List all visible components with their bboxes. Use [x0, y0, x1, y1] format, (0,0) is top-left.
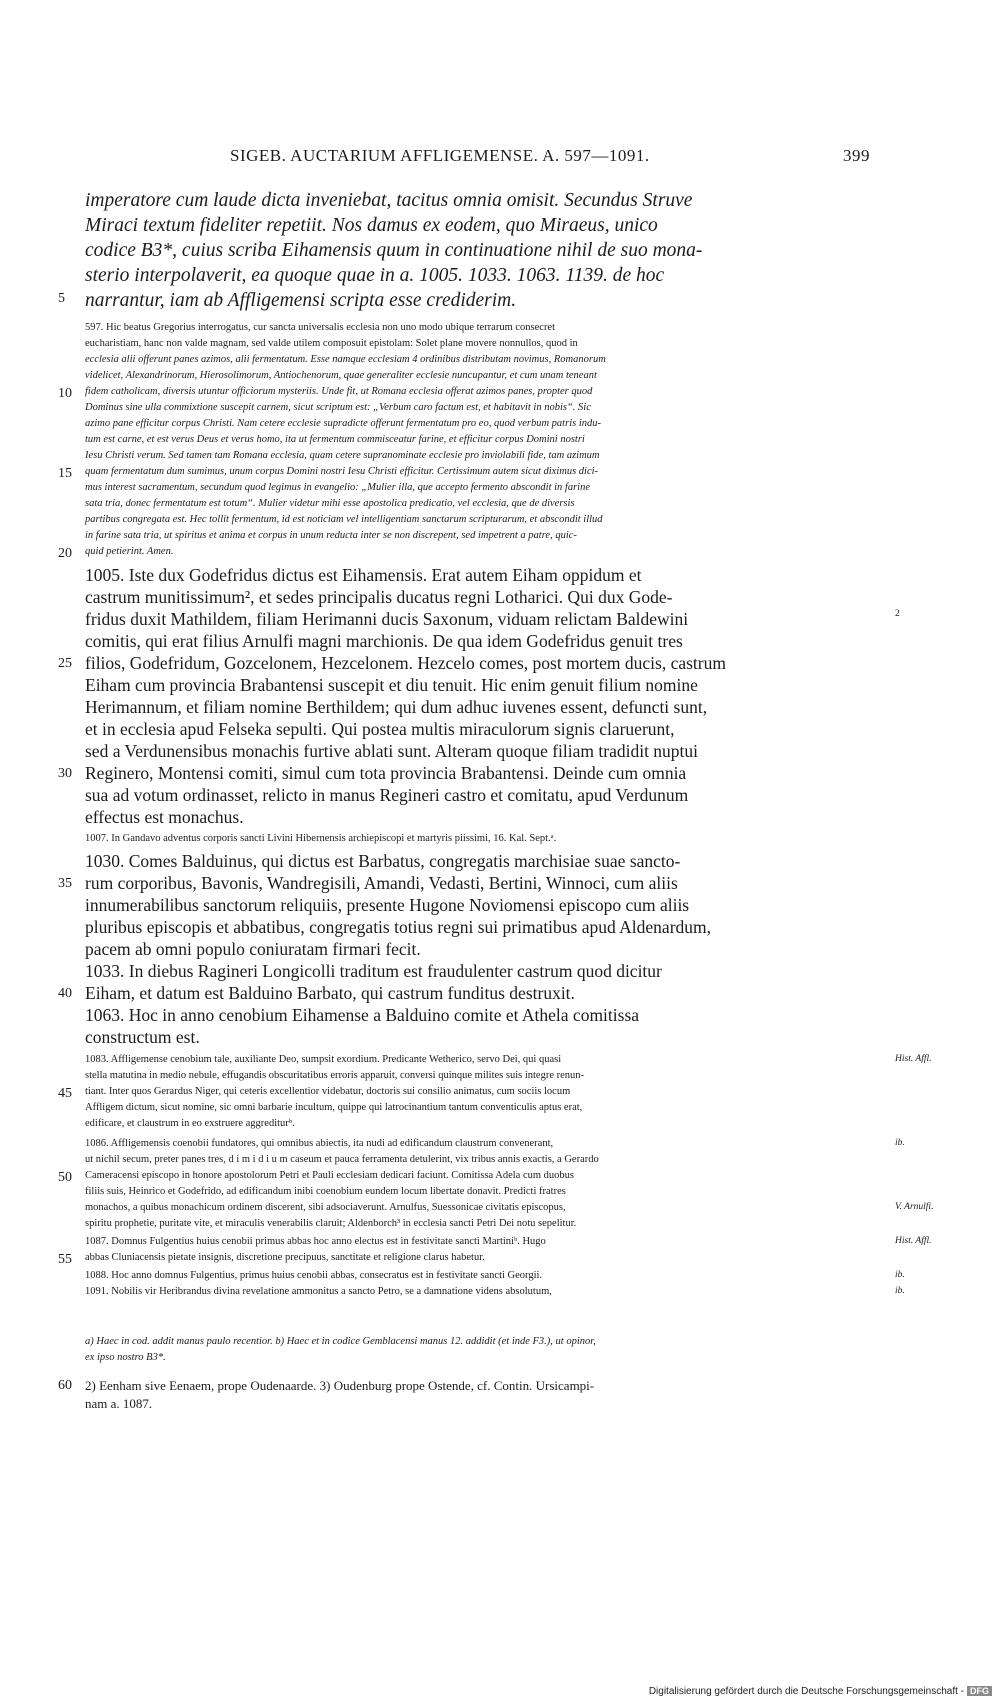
text-line: in farine sata tria, ut spiritus et anima et corpus in unum reducta inter se non discrepent, sed impetrent a patre, quic-: [85, 530, 577, 541]
text-line: rum corporibus, Bavonis, Wandregisili, Amandi, Vedasti, Bertini, Winnoci, cum aliis: [85, 873, 678, 893]
running-header: [230, 146, 870, 170]
text-line: Herimannum, et filiam nomine Berthildem; qui dum adhuc iuvenes essent, defuncti sunt,: [85, 697, 708, 717]
text-line: videlicet, Alexandrinorum, Hierosolimorum, Antiochenorum, quae generaliter ecclesie nuncupantur, et cum unam teneant: [85, 370, 597, 381]
line-number: 10: [58, 386, 72, 401]
text-line: Affligem dictum, sicut nomine, sic omni barbarie incultum, quippe qui latrocinantium tantum conventiculis aptus erat,: [85, 1102, 583, 1113]
text-line: 1088. Hoc anno domnus Fulgentius, primus huius cenobii abbas, consecratus est in festivitate sancti Georgii.: [85, 1270, 543, 1281]
text-line: 1063. Hoc in anno cenobium Eihamense a Balduino comite et Athela comitissa: [85, 1005, 640, 1025]
text-line: quid petierint. Amen.: [85, 546, 174, 557]
line-number: 55: [58, 1252, 72, 1267]
text-line: eucharistiam, hanc non valde magnam, sed valde utilem composuit epistolam: Solet plane movere nonnullos, quod in: [85, 338, 578, 349]
text-line: ecclesia alii offerunt panes azimos, alii fermentatum. Esse namque ecclesiam 4 ordinibus distributam novimus, Romanorum: [85, 354, 606, 365]
text-line: 1007. In Gandavo adventus corporis sancti Livini Hibernensis archiepiscopi et martyris piissimi, 16. Kal. Sept.ᵃ.: [85, 833, 557, 844]
text-line: fridus duxit Mathildem, filiam Herimanni ducis Saxonum, viduam relictam Baldewini: [85, 609, 689, 629]
margin-note: 2: [895, 609, 900, 619]
line-number: 5: [58, 291, 65, 306]
page-number: 399: [843, 146, 870, 165]
text-line: sed a Verdunensibus monachis furtive ablati sunt. Alteram quoque filiam tradidit nuptui: [85, 741, 699, 761]
line-number: 35: [58, 876, 72, 891]
margin-note: Hist. Affl.: [895, 1236, 932, 1246]
text-line: imperatore cum laude dicta inveniebat, tacitus omnia omisit. Secundus Struve: [85, 190, 693, 211]
text-line: Reginero, Montensi comiti, simul cum tota provincia Brabantensi. Deinde cum omnia: [85, 763, 687, 783]
text-line: monachos, a quibus monachicum ordinem discerent, sibi adsociaverunt. Arnulfus, Suessonicae civitatis episcopus,: [85, 1202, 566, 1213]
text-line: filios, Godefridum, Gozcelonem, Hezcelonem. Hezcelo comes, post mortem ducis, castrum: [85, 653, 726, 673]
text-line: tiant. Inter quos Gerardus Niger, qui ceteris excellentior videbatur, doctoris sui consilio animatus, cum sociis locum: [85, 1086, 571, 1097]
text-line: Cameracensi episcopo in honore apostolorum Petri et Pauli ecclesiam dedicari faciunt. Comitissa Adela cum duobus: [85, 1170, 574, 1181]
text-line: 1033. In diebus Ragineri Longicolli traditum est fraudulenter castrum quod dicitur: [85, 961, 662, 981]
margin-note: ib.: [895, 1138, 905, 1148]
text-line: fidem catholicam, diversis utuntur officiorum mysteriis. Unde fit, ut Romana ecclesia offerat azimos panes, propter quod: [85, 386, 593, 397]
text-line: quam fermentatum dum sumimus, unum corpus Domini nostri Iesu Christi efficitur. Certissimum autem sicut diximus dici-: [85, 466, 599, 477]
text-line: 597. Hic beatus Gregorius interrogatus, cur sancta universalis ecclesia non uno modo ubique terrarum consecret: [85, 322, 556, 333]
text-line: castrum munitissimum², et sedes principalis ducatus regni Lotharici. Qui dux Gode-: [85, 587, 673, 607]
text-line: Miraci textum fideliter repetiit. Nos damus ex eodem, quo Miraeus, unico: [85, 215, 658, 236]
text-line: sua ad votum ordinasset, relicto in manus Regineri castro et comitatu, apud Verdunum: [85, 785, 689, 805]
text-line: sterio interpolaverit, ea quoque quae in a. 1005. 1033. 1063. 1139. de hoc: [85, 265, 665, 286]
text-line: et in ecclesia apud Felseka sepulti. Qui postea multis miraculorum signis claruerunt,: [85, 719, 675, 739]
text-line: partibus congregata est. Hec tollit fermentum, id est noticiam vel intelligentiam sanctarum scripturarum, et abscondit illud: [85, 514, 603, 525]
text-line: comitis, qui erat filius Arnulfi magni marchionis. De qua idem Godefridus genuit tres: [85, 631, 683, 651]
margin-note: ib.: [895, 1270, 905, 1280]
text-line: narrantur, iam ab Affligemensi scripta esse crediderim.: [85, 290, 517, 311]
text-line: sata tria, donec fermentatum est totum“. Mulier videtur mihi esse apostolica predicatio, vel ecclesia, que de diversis: [85, 498, 575, 509]
text-line: tum est carne, et est verus Deus et verus homo, ita ut fermentum commisceatur farine, et efficitur corpus Domini nostri: [85, 434, 585, 445]
text-line: 1030. Comes Balduinus, qui dictus est Barbatus, congregatis marchisiae suae sancto-: [85, 851, 681, 871]
text-line: 1091. Nobilis vir Heribrandus divina revelatione ammonitus a sancto Petro, se a damnatione videns absolutum,: [85, 1286, 552, 1297]
line-number: 60: [58, 1378, 72, 1393]
line-number: 15: [58, 466, 72, 481]
text-line: 1083. Affligemense cenobium tale, auxiliante Deo, sumpsit exordium. Predicante Wetherico, servo Dei, qui quasi: [85, 1054, 562, 1065]
digitization-footer: [649, 1686, 992, 1697]
text-line: azimo pane efficitur corpus Christi. Nam cetere ecclesie supradicte offerunt fermentatum pro eo, quod verbum patris indu-: [85, 418, 601, 429]
text-line: 1005. Iste dux Godefridus dictus est Eihamensis. Erat autem Eiham oppidum et: [85, 565, 642, 585]
text-line: Eiham, et datum est Balduino Barbato, qui castrum funditus destruxit.: [85, 983, 575, 1003]
text-line: Dominus sine ulla commixtione suscepit carnem, sicut scriptum est: „Verbum caro factum est, et habitavit in nobis“. Sic: [85, 402, 591, 413]
line-number: 40: [58, 986, 72, 1001]
footnote-line: 2) Eenham sive Eenaem, prope Oudenaarde. 3) Oudenburg prope Ostende, cf. Contin. Ursicampi-: [85, 1378, 595, 1393]
text-line: codice B3*, cuius scriba Eihamensis quum in continuatione nihil de suo mona-: [85, 240, 703, 261]
line-number: 45: [58, 1086, 72, 1101]
text-line: Eiham cum provincia Brabantensi suscepit et diu tenuit. Hic enim genuit filium nomine: [85, 675, 698, 695]
line-number: 30: [58, 766, 72, 781]
text-line: edificare, et claustrum in eo exstruere aggrediturᵇ.: [85, 1118, 295, 1129]
header-title: SIGEB. AUCTARIUM AFFLIGEMENSE. A. 597—1091.: [230, 146, 650, 165]
text-line: mus interest sacramentum, secundum quod legimus in evangelio: „Mulier illa, que accepto fermento abscondit in farine: [85, 482, 590, 493]
text-line: ut nichil secum, preter panes tres, d i m i d i u m caseum et pauca ferramenta detulerint, vix tribus annis exactis, a Gerardo: [85, 1154, 599, 1165]
footnote-line: nam a. 1087.: [85, 1396, 153, 1411]
line-number: 50: [58, 1170, 72, 1185]
text-line: pluribus episcopis et abbatibus, congregatis totius regni sui primatibus apud Aldenardum,: [85, 917, 712, 937]
text-line: filiis suis, Heinrico et Godefrido, ad edificandum inibi coenobium eundem locum libertate donavit. Predicti fratres: [85, 1186, 566, 1197]
text-line: constructum est.: [85, 1027, 200, 1047]
margin-note: Hist. Affl.: [895, 1054, 932, 1064]
footer-text: Digitalisierung gefördert durch die Deutsche Forschungsgemeinschaft -: [648, 1686, 964, 1697]
apparatus-line: ex ipso nostro B3*.: [85, 1352, 166, 1363]
text-line: stella matutina in medio nebule, effugandis obscuritatibus erroris apparuit, conversi quinque milites suis integre renun-: [85, 1070, 585, 1081]
text-line: innumerabilibus sanctorum reliquiis, presente Hugone Noviomensi episcopo cum aliis: [85, 895, 690, 915]
dfg-logo: DFG: [967, 1686, 992, 1696]
line-number: 20: [58, 546, 72, 561]
text-line: spiritu prophetie, puritate vite, et miraculis venerabilis claruit; Aldenborch³ in ecclesia sancti Petri Dei notu sepelitur.: [85, 1218, 577, 1229]
text-line: Iesu Christi verum. Sed tamen tam Romana ecclesia, quam cetere supranominate ecclesie pro inviolabili fide, tam azimum: [85, 450, 600, 461]
text-line: pacem ab omni populo coniuratam firmari fecit.: [85, 939, 421, 959]
text-line: 1086. Affligemensis coenobii fundatores, qui omnibus abiectis, ita nudi ad edificandum claustrum convenerant,: [85, 1138, 554, 1149]
margin-note: V. Arnulfi.: [895, 1202, 934, 1212]
line-number: 25: [58, 656, 72, 671]
text-line: effectus est monachus.: [85, 807, 244, 827]
apparatus-line: a) Haec in cod. addit manus paulo recentior. b) Haec et in codice Gemblacensi manus 12. addidit (et inde F3.), ut opinor,: [85, 1336, 596, 1347]
text-line: 1087. Domnus Fulgentius huius cenobii primus abbas hoc anno electus est in festivitate sancti Martiniᵇ. Hugo: [85, 1236, 546, 1247]
margin-note: ib.: [895, 1286, 905, 1296]
text-line: abbas Cluniacensis pietate insignis, discretione precipuus, sanctitate et religione clarus habetur.: [85, 1252, 485, 1263]
